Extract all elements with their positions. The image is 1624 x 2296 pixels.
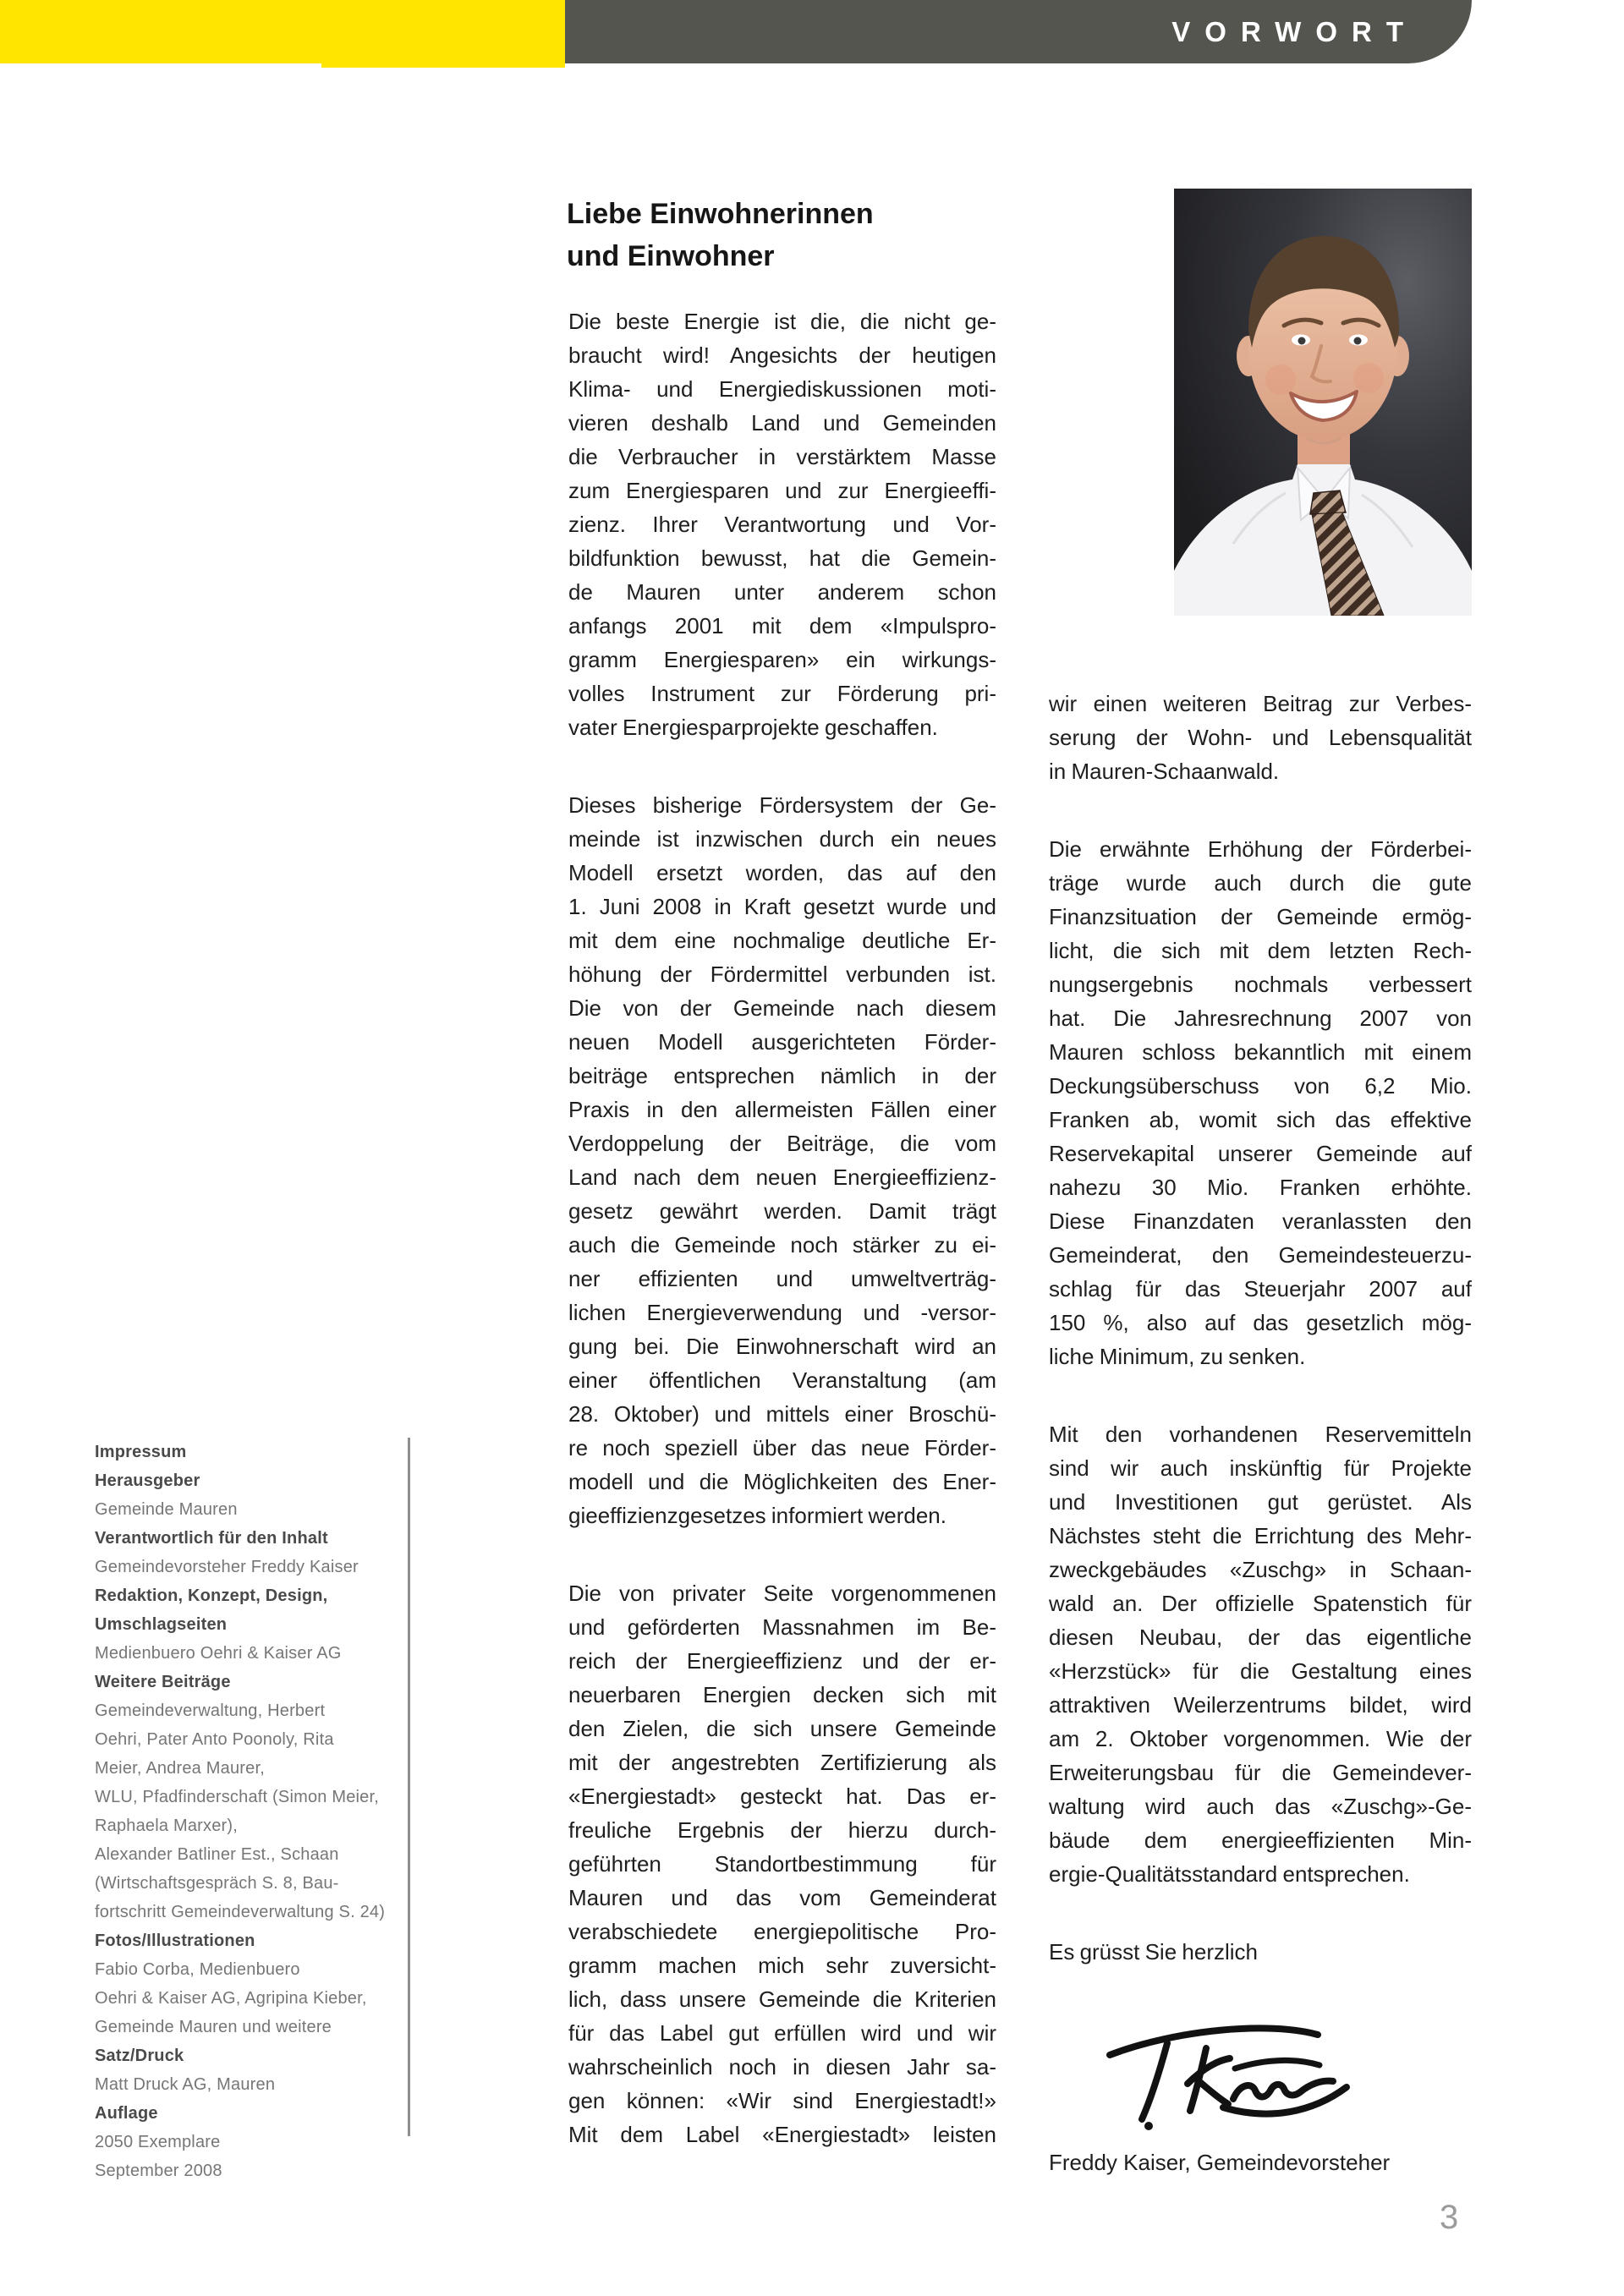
text-line: Dieses bisherige Fördersystem der Ge- — [568, 792, 996, 818]
impressum-heading: Weitere Beiträge — [95, 1673, 231, 1691]
article-heading-line1: Liebe Einwohnerinnen — [567, 198, 874, 230]
text-line: vater Energiesparprojekte geschaffen. — [568, 715, 938, 740]
text-line: bildfunktion bewusst, hat die Gemein- — [568, 545, 996, 571]
header-yellow-bar — [0, 0, 565, 63]
impressum-heading: Auflage — [95, 2104, 158, 2123]
text-line: Die beste Energie ist die, die nicht ge- — [568, 309, 996, 334]
text-line: gramm Energiesparen» ein wirkungs- — [568, 647, 996, 672]
paragraph — [1049, 1417, 1472, 1891]
signature-caption: Freddy Kaiser, Gemeindevorsteher — [1049, 2150, 1391, 2175]
text-line: die Verbraucher in verstärktem Masse — [568, 444, 996, 469]
text-line: re noch speziell über das neue Förder- — [568, 1435, 996, 1460]
text-line: Reservekapital unserer Gemeinde auf — [1049, 1141, 1472, 1166]
text-line: Diese Finanzdaten veranlassten den — [1049, 1208, 1472, 1234]
text-line: liche Minimum, zu senken. — [1049, 1344, 1306, 1369]
impressum-text: Oehri & Kaiser AG, Agripina Kieber, — [95, 1989, 367, 2008]
page-number: 3 — [1440, 2199, 1459, 2236]
impressum-text: Matt Druck AG, Mauren — [95, 2075, 276, 2094]
text-line: auch die Gemeinde noch stärker zu ei- — [568, 1232, 996, 1258]
text-line: Mauren schloss bekanntlich mit einem — [1049, 1039, 1472, 1065]
text-line: in Mauren-Schaanwald. — [1049, 759, 1280, 784]
text-line: Deckungsüberschuss von 6,2 Mio. — [1049, 1073, 1472, 1099]
text-line: gieeffizienzgesetzes informiert werden. — [568, 1503, 946, 1528]
impressum-text: Meier, Andrea Maurer, — [95, 1759, 265, 1778]
text-line: serung der Wohn- und Lebensqualität — [1049, 725, 1472, 750]
impressum-sidebar — [95, 1438, 408, 2185]
impressum-heading: Impressum — [95, 1443, 187, 1461]
text-line: mit der angestrebten Zertifizierung als — [568, 1750, 996, 1775]
impressum-heading: Umschlagseiten — [95, 1615, 228, 1634]
text-line: freuliche Ergebnis der hierzu durch- — [568, 1817, 996, 1843]
impressum-text: Alexander Batliner Est., Schaan — [95, 1845, 339, 1864]
impressum-text: Gemeindeverwaltung, Herbert — [95, 1701, 326, 1720]
text-line: neuerbaren Energien decken sich mit — [568, 1682, 996, 1707]
article-heading — [567, 193, 1007, 277]
impressum-text: Fabio Corba, Medienbuero — [95, 1960, 300, 1979]
text-line: Praxis in den allermeisten Fällen einer — [568, 1097, 996, 1122]
text-line: Mauren und das vom Gemeinderat — [568, 1885, 996, 1910]
text-line: lich, dass unsere Gemeinde die Kriterien — [568, 1986, 996, 2012]
text-line: Gemeinderat, den Gemeindesteuerzu- — [1049, 1242, 1472, 1268]
impressum-text: September 2008 — [95, 2162, 222, 2180]
text-line: für das Label gut erfüllen wird und wir — [568, 2020, 996, 2046]
text-line: sind wir auch inskünftig für Projekte — [1049, 1455, 1472, 1481]
impressum-heading: Fotos/Illustrationen — [95, 1932, 255, 1950]
text-line: beiträge entsprechen nämlich in der — [568, 1063, 996, 1088]
impressum-heading: Herausgeber — [95, 1471, 200, 1490]
paragraph — [568, 304, 996, 744]
impressum-text: Raphaela Marxer), — [95, 1817, 239, 1835]
text-line: wir einen weiteren Beitrag zur Verbes- — [1049, 691, 1472, 716]
text-line: höhung der Fördermittel verbunden ist. — [568, 962, 996, 987]
header-yellow-bar-step — [321, 63, 565, 68]
impressum-text: Medienbuero Oehri & Kaiser AG — [95, 1644, 342, 1663]
text-line: träge wurde auch durch die gute — [1049, 870, 1472, 896]
paragraph — [1049, 832, 1472, 1373]
text-line: gung bei. Die Einwohnerschaft wird an — [568, 1334, 996, 1359]
impressum-text: Gemeindevorsteher Freddy Kaiser — [95, 1558, 359, 1576]
text-line: den Zielen, die sich unsere Gemeinde — [568, 1716, 996, 1741]
impressum-text: 2050 Exemplare — [95, 2133, 221, 2151]
text-line: wahrscheinlich noch in diesen Jahr sa- — [568, 2054, 996, 2080]
text-line: nahezu 30 Mio. Franken erhöhte. — [1049, 1175, 1472, 1200]
impressum-vertical-rule — [408, 1438, 410, 2136]
impressum-text: fortschritt Gemeindeverwaltung S. 24) — [95, 1903, 386, 1921]
text-line: zweckgebäudes «Zuschg» in Schaan- — [1049, 1557, 1472, 1582]
article-column-2 — [1049, 687, 1472, 1969]
text-line: zum Energiesparen und zur Energieeffi- — [568, 478, 996, 503]
text-line: anfangs 2001 mit dem «Impulspro- — [568, 613, 996, 638]
text-line: bäude dem energieeffizienten Min- — [1049, 1827, 1472, 1853]
signature-handwriting — [1100, 2006, 1353, 2133]
impressum-text: Gemeinde Mauren und weitere — [95, 2018, 332, 2036]
signature-graphic — [1100, 2006, 1353, 2133]
text-line: de Mauren unter anderem schon — [568, 579, 996, 605]
text-line: gesetz gewährt werden. Damit trägt — [568, 1198, 996, 1224]
text-line: schlag für das Steuerjahr 2007 auf — [1049, 1276, 1472, 1301]
text-line: neuen Modell ausgerichteten Förder- — [568, 1029, 996, 1055]
text-line: lichen Energieverwendung und -versor- — [568, 1300, 996, 1325]
text-line: Die von privater Seite vorgenommenen — [568, 1581, 996, 1606]
text-line: Nächstes steht die Errichtung des Mehr- — [1049, 1523, 1472, 1548]
text-line: «Energiestadt» gesteckt hat. Das er- — [568, 1784, 996, 1809]
text-line: einer öffentlichen Veranstaltung (am — [568, 1367, 996, 1393]
text-line: Finanzsituation der Gemeinde ermög- — [1049, 904, 1472, 929]
text-line: licht, die sich mit dem letzten Rech- — [1049, 938, 1472, 963]
text-line: braucht wird! Angesichts der heutigen — [568, 342, 996, 368]
paragraph — [568, 1576, 996, 2151]
text-line: 1. Juni 2008 in Kraft gesetzt wurde und — [568, 894, 996, 919]
text-line: Klima- und Energiediskussionen moti- — [568, 376, 996, 402]
text-line: Erweiterungsbau für die Gemeindever- — [1049, 1760, 1472, 1785]
text-line: gen können: «Wir sind Energiestadt!» — [568, 2088, 996, 2113]
text-line: hat. Die Jahresrechnung 2007 von — [1049, 1006, 1472, 1031]
text-line: und Investitionen gut gerüstet. Als — [1049, 1489, 1472, 1515]
page-title: VORWORT — [1171, 16, 1418, 47]
text-line: volles Instrument zur Förderung pri- — [568, 681, 996, 706]
impressum-text: (Wirtschaftsgespräch S. 8, Bau- — [95, 1874, 339, 1893]
text-line: Es grüsst Sie herzlich — [1049, 1939, 1258, 1964]
text-line: waltung wird auch das «Zuschg»-Ge- — [1049, 1794, 1472, 1819]
text-line: gramm machen mich sehr zuversicht- — [568, 1953, 996, 1978]
text-line: nungsergebnis nochmals verbessert — [1049, 972, 1472, 997]
paragraph — [1049, 687, 1472, 788]
impressum-heading: Verantwortlich für den Inhalt — [95, 1529, 328, 1548]
text-line: Mit den vorhandenen Reservemitteln — [1049, 1422, 1472, 1447]
text-line: «Herzstück» für die Gestaltung eines — [1049, 1658, 1472, 1684]
portrait-photo-graphic — [1174, 189, 1472, 616]
article-heading-line2: und Einwohner — [567, 240, 775, 272]
paragraph — [568, 788, 996, 1532]
text-line: reich der Energieeffizienz und der er- — [568, 1648, 996, 1674]
text-line: und geförderten Massnahmen im Be- — [568, 1614, 996, 1640]
impressum-heading: Redaktion, Konzept, Design, — [95, 1586, 328, 1605]
text-line: meinde ist inzwischen durch ein neues — [568, 826, 996, 852]
text-line: geführten Standortbestimmung für — [568, 1851, 996, 1877]
portrait-photo — [1174, 189, 1472, 616]
header-dark-bar — [565, 0, 1472, 63]
text-line: vieren deshalb Land und Gemeinden — [568, 410, 996, 436]
text-line: 150 %, also auf das gesetzlich mög- — [1049, 1310, 1472, 1335]
text-line: zienz. Ihrer Verantwortung und Vor- — [568, 512, 996, 537]
impressum-text: Gemeinde Mauren — [95, 1500, 238, 1519]
impressum-heading: Satz/Druck — [95, 2047, 184, 2065]
text-line: mit dem eine nochmalige deutliche Er- — [568, 928, 996, 953]
text-line: modell und die Möglichkeiten des Ener- — [568, 1469, 996, 1494]
text-line: Land nach dem neuen Energieeffizienz- — [568, 1164, 996, 1190]
text-line: Verdoppelung der Beiträge, die vom — [568, 1131, 996, 1156]
impressum-text: Oehri, Pater Anto Poonoly, Rita — [95, 1730, 334, 1749]
article-column-1 — [568, 304, 996, 2151]
text-line: verabschiedete energiepolitische Pro- — [568, 1919, 996, 1944]
text-line: am 2. Oktober vorgenommen. Wie der — [1049, 1726, 1472, 1751]
text-line: diesen Neubau, der das eigentliche — [1049, 1625, 1472, 1650]
text-line: Die erwähnte Erhöhung der Förderbei- — [1049, 836, 1472, 862]
impressum-text: WLU, Pfadfinderschaft (Simon Meier, — [95, 1788, 380, 1806]
text-line: attraktiven Weilerzentrums bildet, wird — [1049, 1692, 1472, 1718]
paragraph — [1049, 1935, 1472, 1969]
text-line: Franken ab, womit sich das effektive — [1049, 1107, 1472, 1132]
text-line: wald an. Der offizielle Spatenstich für — [1049, 1591, 1472, 1616]
text-line: Die von der Gemeinde nach diesem — [568, 995, 996, 1021]
text-line: 28. Oktober) und mittels einer Broschü- — [568, 1401, 996, 1427]
text-line: Modell ersetzt worden, das auf den — [568, 860, 996, 885]
text-line: Mit dem Label «Energiestadt» leisten — [568, 2122, 996, 2147]
text-line: ergie-Qualitätsstandard entsprechen. — [1049, 1861, 1410, 1887]
text-line: ner effizienten und umweltverträg- — [568, 1266, 996, 1291]
